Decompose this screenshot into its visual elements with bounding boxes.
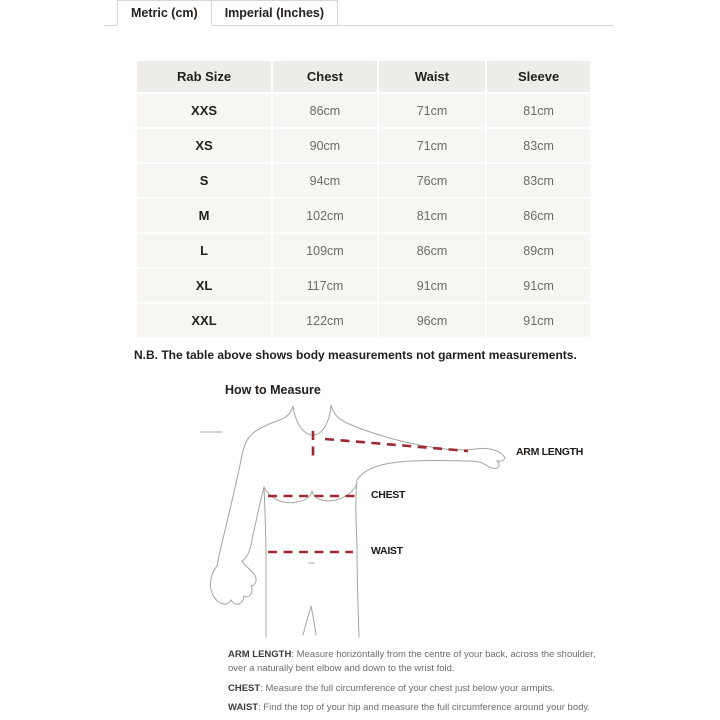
chest-cell: 94cm xyxy=(273,164,377,197)
waist-description-text: : Find the top of your hip and measure the full circumference around your body. xyxy=(258,701,591,713)
chest-description-text: : Measure the full circumference of your chest just below your armpits. xyxy=(260,682,555,694)
chest-cell: 90cm xyxy=(273,129,377,162)
table-row xyxy=(137,94,590,127)
table-row xyxy=(137,164,590,197)
sleeve-cell: 83cm xyxy=(487,164,590,197)
table-header-row xyxy=(137,61,590,92)
table-row xyxy=(137,129,590,162)
chest-cell: 109cm xyxy=(273,234,377,267)
how-to-measure-heading: How to Measure xyxy=(225,383,321,397)
tab-metric[interactable]: Metric (cm) xyxy=(117,0,212,26)
chest-label: CHEST xyxy=(371,489,406,501)
waist-cell: 81cm xyxy=(379,199,485,232)
waist-cell: 71cm xyxy=(379,129,485,162)
waist-cell: 76cm xyxy=(379,164,485,197)
arm-length-description-label: ARM LENGTH xyxy=(228,649,292,660)
sleeve-cell: 86cm xyxy=(487,199,590,232)
size-cell: L xyxy=(137,234,271,267)
header-rab-size: Rab Size xyxy=(137,61,271,92)
waist-description-label: WAIST xyxy=(228,701,259,713)
table-row xyxy=(137,269,590,302)
arm-length-label: ARM LENGTH xyxy=(516,446,583,458)
size-cell: XL xyxy=(137,269,271,302)
chest-description-label: CHEST xyxy=(228,682,261,694)
body-measurement-diagram xyxy=(200,403,520,640)
header-chest: Chest xyxy=(273,61,377,92)
chest-cell: 117cm xyxy=(273,269,377,302)
size-cell: XS xyxy=(137,129,271,162)
header-sleeve: Sleeve xyxy=(487,61,590,92)
chest-cell: 86cm xyxy=(273,94,377,127)
table-row xyxy=(137,234,590,267)
size-cell: M xyxy=(137,199,271,232)
body-outline-illustration xyxy=(200,403,520,640)
size-cell: XXS xyxy=(137,94,271,127)
sleeve-cell: 83cm xyxy=(487,129,590,162)
waist-description xyxy=(228,701,596,715)
chest-cell: 102cm xyxy=(273,199,377,232)
arm-length-description-text: : Measure horizontally from the centre of your back, across the shoulder, over a naturally bent elbow and down to the wrist fold. xyxy=(228,649,596,675)
waist-cell: 91cm xyxy=(379,269,485,302)
measurement-descriptions xyxy=(228,648,596,720)
waist-label: WAIST xyxy=(371,545,403,557)
chest-description xyxy=(228,682,596,696)
table-row xyxy=(137,304,590,337)
tab-imperial[interactable]: Imperial (Inches) xyxy=(212,0,338,25)
sleeve-cell: 91cm xyxy=(487,304,590,337)
size-cell: S xyxy=(137,164,271,197)
table-row xyxy=(137,199,590,232)
body-measurements-note: N.B. The table above shows body measurements not garment measurements. xyxy=(134,348,577,362)
sleeve-cell: 91cm xyxy=(487,269,590,302)
waist-cell: 86cm xyxy=(379,234,485,267)
waist-cell: 96cm xyxy=(379,304,485,337)
size-cell: XXL xyxy=(137,304,271,337)
unit-tabs xyxy=(104,2,614,26)
sleeve-cell: 81cm xyxy=(487,94,590,127)
arm-length-description xyxy=(228,648,596,677)
waist-cell: 71cm xyxy=(379,94,485,127)
header-waist: Waist xyxy=(379,61,485,92)
size-table xyxy=(135,59,592,339)
chest-cell: 122cm xyxy=(273,304,377,337)
sleeve-cell: 89cm xyxy=(487,234,590,267)
